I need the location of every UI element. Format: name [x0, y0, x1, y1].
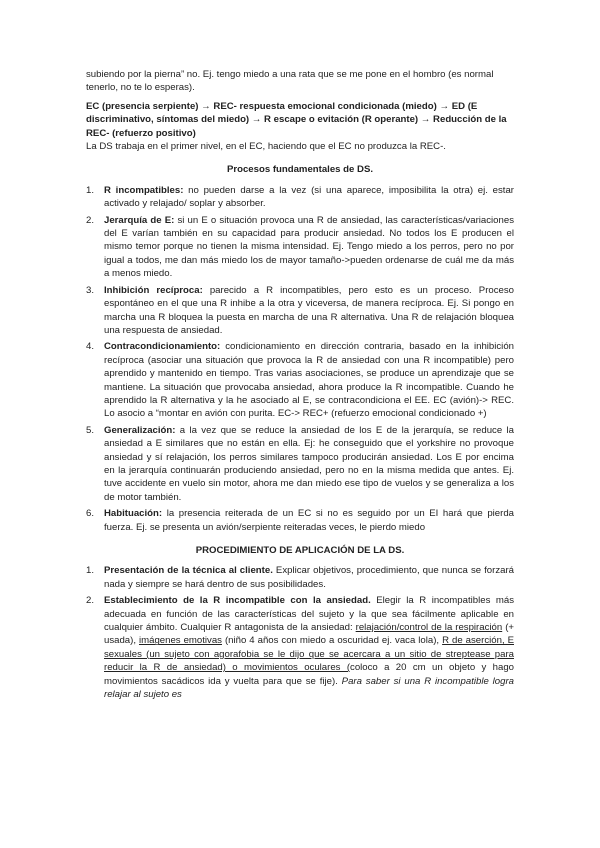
procedimiento-list [86, 564, 514, 701]
list-item: 4. Contracondicionamiento: condicionamiento en dirección contraria, basado en la inhibición recíproca (asociar una situación que provoca la R de ansiedad con una R incompatible) pero aprendido y mantenido en tiempo. Tras varias asociaciones, se produce un aprendizaje que se mantiene. La situación que provocaba ansiedad, ahora produce la R incompatible. Cuando he aprendido la R alternativa y la he asociado al E, se contracondiciona el EE. EC (avión)-> REC. Lo asocio a “montar en avión con purita. EC-> REC+ (refuerzo emocional condicionado +) [86, 341, 514, 420]
document-page [86, 68, 514, 704]
ec-chain [86, 100, 514, 140]
intro-line: subiendo por la pierna” no. Ej. tengo miedo a una rata que se me pone en el hombro (es normal tenerlo, no te lo esperas). [86, 69, 494, 94]
section-title-procedimiento: PROCEDIMIENTO DE APLICACIÓN DE LA DS. [195, 545, 405, 556]
procesos-list [86, 184, 514, 534]
section-title-procesos: Procesos fundamentales de DS. [226, 164, 374, 176]
list-item: 2. Jerarquía de E: si un E o situación provoca una R de ansiedad, las características/variaciones del E varían también en su capacidad para producir ansiedad. No todos los E producen el mismo temor porque no tienen la misma intensidad. Ej. Tengo miedo a los perros, pero no por igual a todos, me dan más miedo los de mayor tamaño->pueden ordenarse de cuál me da más a menos miedo. [86, 214, 514, 280]
list-item: 5. Generalización: a la vez que se reduce la ansiedad de los E de la jerarquía, se reduce la ansiedad a E similares que no están en ella. Ej: he conseguido que el yorkshire no provoque ansiedad y sí relajación, los perros similares tampoco producirán ansiedad. Los E por encima en la jerarquía continuarán produciendo ansiedad, pero no en la misma medida que antes. Ej. tuve accidente en vuelo sin motor, ahora me dan miedo ese tipo de vuelos y se generaliza a los de motor también. [86, 424, 514, 503]
ds-level-note: La DS trabaja en el primer nivel, en el EC, haciendo que el EC no produzca la REC-. [86, 141, 446, 153]
list-item: 1. Presentación de la técnica al cliente. Explicar objetivos, procedimiento, que nunca se forzará nada y siempre se hará dentro de sus posibilidades. [86, 565, 515, 590]
list-item: 6. Habituación: la presencia reiterada de un EC si no es seguido por un EI hará que pierda fuerza. Ej. se presenta un avión/serpiente reiteradas veces, le pierdo miedo [86, 508, 514, 533]
list-item: 1. R incompatibles: no pueden darse a la vez (si una aparece, imposibilita la otra) ej. estar activado y relajado/ soplar y absorber. [86, 184, 514, 210]
list-item: 2. Establecimiento de la R incompatible con la ansiedad. Elegir la R incompatibles más adecuada en función de las características del sujeto y la que sea fácilmente aplicable en cualquier ámbito. Cualquier R antagonista de la ansiedad: relajación/control de la respiración (+ usada), imágenes emotivas (niño 4 años con miedo a oscuridad ej. vaca lola), R de aserción, E sexuales (un sujeto con agorafobia se le dijo que se acercara a un sitio de streptease para reducir la R de ansiedad) o movimientos oculares (coloco a 20 cm un objeto y hago movimientos sacádicos ida y vuelta para que se fije). Para saber si una R incompatible logra relajar al sujeto es [86, 595, 515, 701]
list-item: 3. Inhibición recíproca: parecido a R incompatibles, pero esto es un proceso. Proceso espontáneo en el que una R inhibe a la otra y viceversa, de manera recíproca. Ej. Si pongo en marcha una R bloquea la puesta en marcha de una R alternativa. Una R de relajación bloquea una respuesta de ansiedad. [86, 284, 514, 336]
ec-chain-text: EC (presencia serpiente) → REC- respuesta emocional condicionada (miedo) → ED (E discriminativo, síntomas del miedo) → R escape o evitación (R operante) → Reducción de la REC- (refuerzo positivo) [86, 100, 507, 139]
